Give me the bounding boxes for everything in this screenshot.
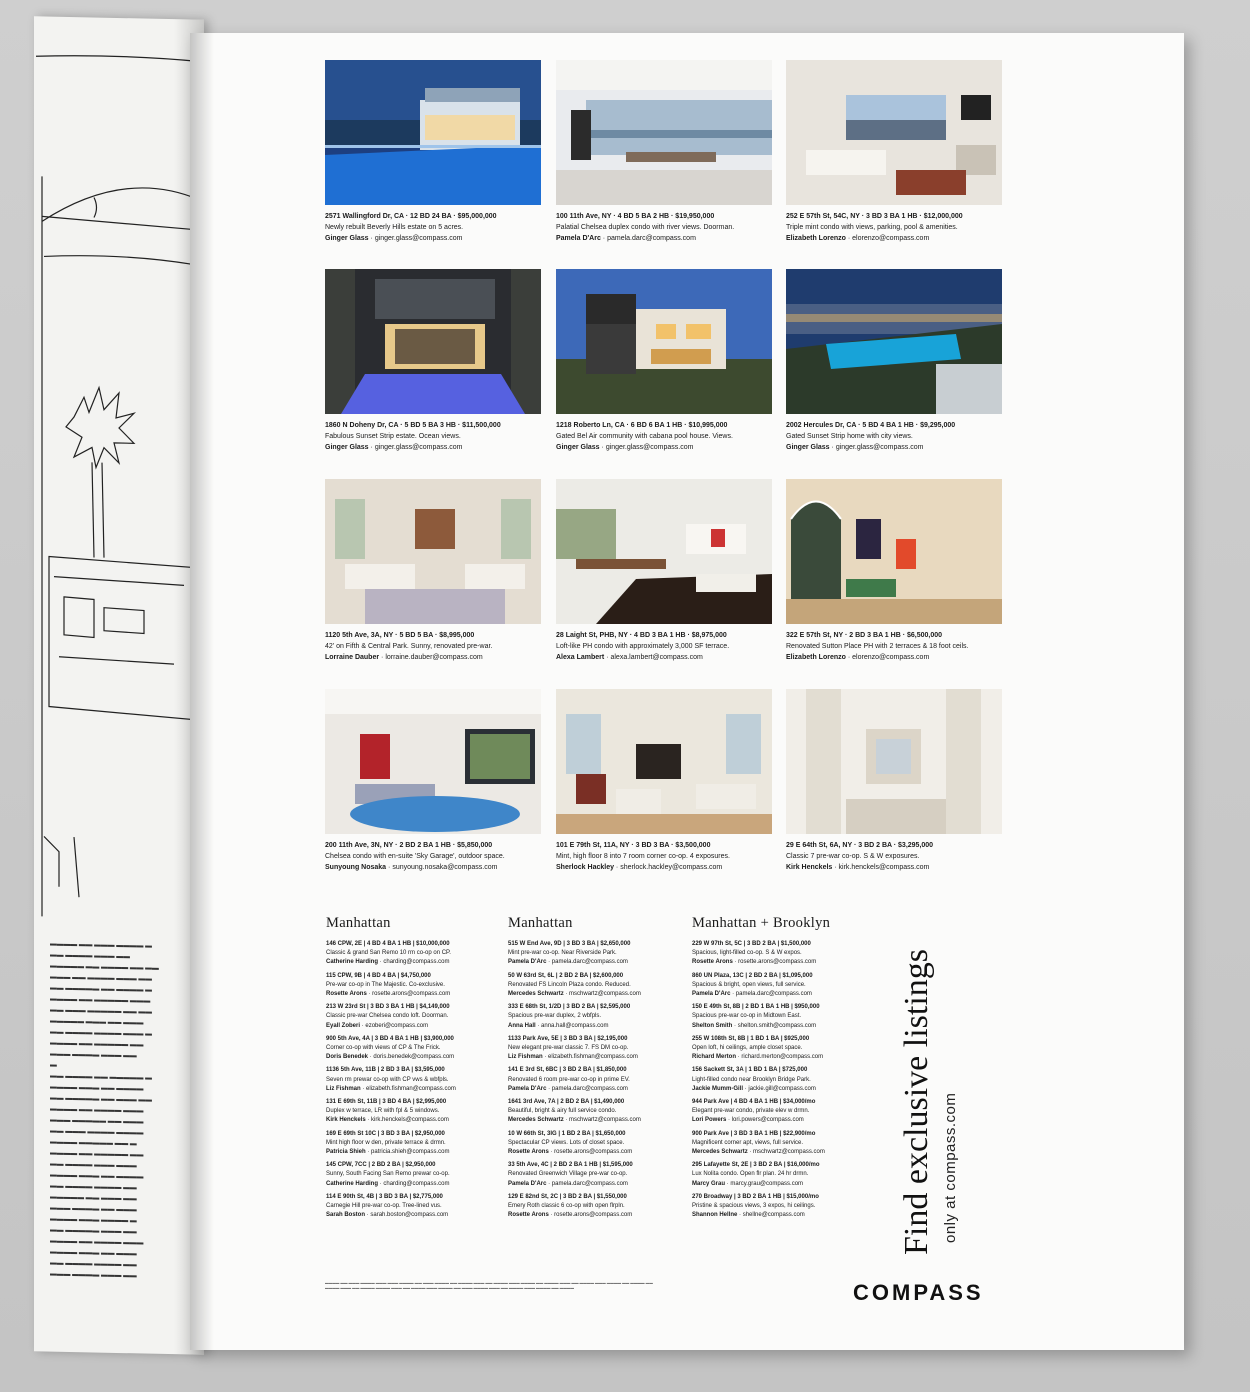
entry-email[interactable]: shelton.smith@compass.com [737, 1022, 817, 1029]
entry-agent: Pamela D'Arc [692, 991, 731, 998]
listing-agent: Kirk Henckels [786, 864, 833, 872]
entry-head: 50 W 63rd St, 6L | 2 BD 2 BA | $2,600,000 [508, 972, 624, 979]
listing-description: Fabulous Sunset Strip estate. Ocean views. [325, 433, 461, 441]
listing-email[interactable]: sunyoung.nosaka@compass.com [392, 864, 498, 872]
entry-agent: Mercedes Schwartz [508, 1117, 564, 1124]
hillside-city-lights-image [786, 269, 1002, 414]
listing-address-specs: 1218 Roberto Ln, CA · 6 BD 6 BA 1 HB · $10,995,000 [556, 422, 728, 429]
entry-email[interactable]: marcy.grau@compass.com [730, 1180, 804, 1187]
listing-agent: Elizabeth Lorenzo [786, 235, 846, 243]
compass-logo[interactable] [853, 1280, 984, 1306]
tagline-subtext[interactable]: only at compass.com [942, 1092, 959, 1243]
entry-agent: Jackie Mumm-Gill [692, 1085, 744, 1092]
text-listing[interactable]: 146 CPW, 2E | 4 BD 4 BA 1 HB | $10,000,000 Classic & grand San Remo 10 rm co-op on CP. Catherine Harding · charding@compass.com [326, 940, 496, 968]
entry-agent: Marcy Grau [692, 1180, 726, 1187]
listing-email[interactable]: elorenzo@compass.com [852, 654, 930, 662]
listing-description: Palatial Chelsea duplex condo with river views. Doorman. [556, 224, 735, 232]
entry-email[interactable]: richard.merton@compass.com [741, 1054, 824, 1061]
entry-email[interactable]: kirk.henckels@compass.com [371, 1117, 449, 1124]
listing-card[interactable]: 2002 Hercules Dr, CA · 5 BD 4 BA 1 HB · $9,295,000 Gated Sunset Strip home with city views. Ginger Glass · ginger.glass@compass.com [786, 269, 1002, 454]
text-listing[interactable]: 129 E 82nd St, 2C | 3 BD 2 BA | $1,550,000 Emery Roth classic 6 co-op with open flrpln. Rosette Arons · rosette.arons@compass.com [508, 1193, 678, 1221]
listing-description: Newly rebuilt Beverly Hills estate on 5 acres. [325, 224, 464, 232]
entry-email[interactable]: rosette.arons@compass.com [372, 991, 451, 998]
listing-address-specs: 100 11th Ave, NY · 4 BD 5 BA 2 HB · $19,950,000 [556, 213, 715, 220]
listing-card[interactable]: 1860 N Doheny Dr, CA · 5 BD 5 BA 3 HB · $11,500,000 Fabulous Sunset Strip estate. Ocean views. Ginger Glass · ginger.glass@compass.com [325, 269, 541, 454]
entry-desc: Classic pre-war Chelsea condo loft. Doorman. [326, 1013, 449, 1020]
text-listing[interactable]: 1641 3rd Ave, 7A | 2 BD 2 BA | $1,490,000 Beautiful, bright & airy full service condo. Mercedes Schwartz · mschwartz@compass.com [508, 1098, 678, 1126]
listing-agent: Alexa Lambert [556, 654, 605, 662]
entry-head: 333 E 68th St, 1/2D | 3 BD 2 BA | $2,595,000 [508, 1004, 631, 1011]
classic-living-room-image [325, 479, 541, 624]
tagline-vertical [898, 925, 958, 1255]
listing-photo[interactable] [325, 60, 541, 205]
text-listing[interactable]: 860 UN Plaza, 13C | 2 BD 2 BA | $1,095,000 Spacious & bright, open views, full service. Pamela D'Arc · pamela.darc@compass.com [692, 972, 862, 1000]
text-listing[interactable]: 156 Sackett St, 3A | 1 BD 1 BA | $725,000 Light-filled condo near Brooklyn Bridge Park. Jackie Mumm-Gill · jackie.gill@compass.com [692, 1066, 862, 1094]
columned-hallway-image [786, 689, 1002, 834]
entry-desc: Renovated Greenwich Village pre-war co-op. [508, 1171, 628, 1178]
entry-desc: Magnificent corner apt, views, full service. [692, 1139, 804, 1146]
entry-email[interactable]: rosette.arons@compass.com [738, 959, 817, 966]
entry-desc: Spacious & bright, open views, full service. [692, 981, 806, 988]
entry-agent: Doris Benedek [326, 1054, 369, 1061]
entry-email[interactable]: pamela.darc@compass.com [551, 959, 628, 966]
listing-address-specs: 322 E 57th St, NY · 2 BD 3 BA 1 HB · $6,500,000 [786, 632, 943, 639]
listing-agent: Pamela D'Arc [556, 235, 601, 243]
listing-address-specs: 2002 Hercules Dr, CA · 5 BD 4 BA 1 HB · $9,295,000 [786, 422, 956, 429]
entry-agent: Mercedes Schwartz [508, 991, 564, 998]
text-listing[interactable]: 1136 5th Ave, 11B | 2 BD 3 BA | $3,595,000 Seven rm prewar co-op with CP vws & wbfpls. Liz Fishman · elizabeth.fishman@compass.com [326, 1066, 496, 1094]
entry-agent: Pamela D'Arc [508, 1085, 547, 1092]
dining-room-river-view-image [556, 60, 772, 205]
entry-head: 213 W 23rd St | 3 BD 3 BA 1 HB | $4,149,000 [326, 1004, 450, 1011]
listing-card[interactable]: 29 E 64th St, 6A, NY · 3 BD 2 BA · $3,295,000 Classic 7 pre-war co-op. S & W exposures. Kirk Henckels · kirk.henckels@compass.com [786, 689, 1002, 874]
entry-agent: Anna Hall [508, 1022, 536, 1029]
listing-email[interactable]: alexa.lambert@compass.com [610, 654, 703, 662]
listing-agent: Ginger Glass [325, 444, 369, 452]
listing-address-specs: 29 E 64th St, 6A, NY · 3 BD 2 BA · $3,295,000 [786, 842, 934, 849]
entry-agent: Mercedes Schwartz [692, 1149, 748, 1156]
text-listing[interactable]: 169 E 69th St 10C | 3 BD 3 BA | $2,950,000 Mint high floor w den, private terrace & drmn. Patricia Shieh · patricia.shieh@compass.com [326, 1130, 496, 1158]
entry-email[interactable]: pamela.darc@compass.com [735, 991, 812, 998]
entry-email[interactable]: rosette.arons@compass.com [554, 1212, 633, 1219]
listing-agent: Ginger Glass [556, 444, 600, 452]
entry-head: 229 W 97th St, 5C | 3 BD 2 BA | $1,500,000 [692, 941, 811, 947]
entry-email[interactable]: sarah.boston@compass.com [370, 1212, 449, 1219]
text-listing[interactable]: 33 5th Ave, 4C | 2 BD 2 BA 1 HB | $1,595,000 Renovated Greenwich Village pre-war co-op. Pamela D'Arc · pamela.darc@compass.com [508, 1161, 678, 1189]
listing-email[interactable]: ginger.glass@compass.com [835, 444, 924, 452]
listing-photo[interactable] [786, 689, 1002, 834]
entry-email[interactable]: charding@compass.com [383, 959, 450, 966]
entry-desc: Emery Roth classic 6 co-op with open flrpln. [508, 1203, 625, 1210]
entry-head: 131 E 69th St, 11B | 3 BD 4 BA | $2,995,000 [326, 1099, 447, 1106]
entry-desc: Renovated 6 room pre-war co-op in prime EV. [508, 1076, 630, 1083]
entry-desc: Elegant pre-war condo, private elev w drmn. [692, 1108, 810, 1115]
listing-card[interactable]: 100 11th Ave, NY · 4 BD 5 BA 2 HB · $19,950,000 Palatial Chelsea duplex condo with river views. Doorman. Pamela D'Arc · pamela.darc@compass.com [556, 60, 772, 245]
listing-email[interactable]: ginger.glass@compass.com [605, 444, 694, 452]
entry-head: 146 CPW, 2E | 4 BD 4 BA 1 HB | $10,000,000 [326, 941, 450, 947]
entry-head: 115 CPW, 9B | 4 BD 4 BA | $4,750,000 [326, 972, 431, 979]
text-listing[interactable]: 50 W 63rd St, 6L | 2 BD 2 BA | $2,600,000 Renovated FS Lincoln Plaza condo. Reduced. Mercedes Schwartz · mschwartz@compass.com [508, 972, 678, 1000]
listing-address-specs: 1860 N Doheny Dr, CA · 5 BD 5 BA 3 HB · $11,500,000 [325, 422, 501, 429]
entry-agent: Pamela D'Arc [508, 1180, 547, 1187]
listing-card[interactable]: 28 Laight St, PHB, NY · 4 BD 3 BA 1 HB · $8,975,000 Loft-like PH condo with approximately 3,000 SF terrace. Alexa Lambert · alexa.lambert@compass.com [556, 479, 772, 664]
entry-desc: Mint pre-war co-op. Near Riverside Park. [508, 950, 617, 957]
listing-description: Gated Sunset Strip home with city views. [786, 433, 913, 441]
entry-head: 114 E 90th St, 4B | 3 BD 3 BA | $2,775,000 [326, 1193, 443, 1200]
listing-email[interactable]: ginger.glass@compass.com [374, 235, 463, 243]
left-magazine-page [34, 16, 204, 1355]
entry-agent: Kirk Henckels [326, 1117, 366, 1124]
entry-desc: Seven rm prewar co-op with CP vws & wbfpls. [326, 1076, 449, 1083]
listing-description: Triple mint condo with views, parking, pool & amenities. [786, 224, 958, 232]
entry-email[interactable]: rosette.arons@compass.com [554, 1149, 633, 1156]
listing-address-specs: 1120 5th Ave, 3A, NY · 5 BD 5 BA · $8,995,000 [325, 632, 475, 639]
entry-head: 129 E 82nd St, 2C | 3 BD 2 BA | $1,550,000 [508, 1193, 627, 1200]
text-listing[interactable]: 333 E 68th St, 1/2D | 3 BD 2 BA | $2,595,000 Spacious pre-war duplex, 2 wbfpls. Anna Hall · anna.hall@compass.com [508, 1003, 678, 1031]
listing-description: 42' on Fifth & Central Park. Sunny, renovated pre-war. [325, 643, 493, 651]
text-listing[interactable]: 255 W 108th St, 8B | 1 BD 1 BA | $925,000 Open loft, hi ceilings, ample closet space. Richard Merton · richard.merton@compass.com [692, 1035, 862, 1063]
entry-desc: Classic & grand San Remo 10 rm co-op on CP. [326, 950, 451, 957]
entry-email[interactable]: elizabeth.fishman@compass.com [366, 1085, 456, 1092]
modern-home-courtyard-pool-image [325, 269, 541, 414]
entry-desc: Light-filled condo near Brooklyn Bridge Park. [692, 1076, 811, 1083]
entry-email[interactable]: charding@compass.com [383, 1180, 450, 1187]
entry-desc: New elegant pre-war classic 7. FS DM co-op. [508, 1045, 629, 1052]
listing-description: Renovated Sutton Place PH with 2 terraces & 18 foot ceils. [786, 643, 969, 651]
entry-head: 515 W End Ave, 9D | 3 BD 3 BA | $2,650,000 [508, 941, 631, 947]
listing-email[interactable]: pamela.darc@compass.com [607, 235, 696, 243]
listing-photo[interactable] [786, 269, 1002, 414]
arched-window-penthouse-image [786, 479, 1002, 624]
listing-photo[interactable] [325, 689, 541, 834]
listings-column-3 [692, 915, 862, 1224]
listing-agent: Lorraine Dauber [325, 654, 380, 662]
text-listing[interactable]: 131 E 69th St, 11B | 3 BD 4 BA | $2,995,000 Duplex w terrace, LR with fpl & 5 windows. Kirk Henckels · kirk.henckels@compass.com [326, 1098, 496, 1126]
entry-agent: Rosette Arons [508, 1149, 549, 1156]
listing-photo[interactable] [556, 479, 772, 624]
listing-address-specs: 252 E 57th St, 54C, NY · 3 BD 3 BA 1 HB · $12,000,000 [786, 213, 963, 220]
listing-address-specs: 200 11th Ave, 3N, NY · 2 BD 2 BA 1 HB · $5,850,000 [325, 842, 493, 849]
entry-desc: Spacious pre-war duplex, 2 wbfpls. [508, 1013, 602, 1020]
entry-agent: Catherine Harding [326, 959, 379, 966]
loft-living-dining-image [556, 479, 772, 624]
listing-card[interactable]: 252 E 57th St, 54C, NY · 3 BD 3 BA 1 HB · $12,000,000 Triple mint condo with views, parking, pool & amenities. Elizabeth Lorenzo · elorenzo@compass.com [786, 60, 1002, 245]
text-listing[interactable]: 145 CPW, 7CC | 2 BD 2 BA | $2,950,000 Sunny, South Facing San Remo prewar co-op. Catherine Harding · charding@compass.com [326, 1161, 496, 1189]
entry-email[interactable]: mschwartz@compass.com [753, 1149, 825, 1156]
text-listing[interactable]: 944 Park Ave | 4 BD 4 BA 1 HB | $34,000/mo Elegant pre-war condo, private elev w drmn. Lori Powers · lori.powers@compass.com [692, 1098, 862, 1126]
text-listing[interactable]: 229 W 97th St, 5C | 3 BD 2 BA | $1,500,000 Spacious, light-filled co-op. S & W expos. Rosette Arons · rosette.arons@compass.com [692, 940, 862, 968]
entry-desc: Mint high floor w den, private terrace & drmn. [326, 1139, 446, 1146]
entry-head: 860 UN Plaza, 13C | 2 BD 2 BA | $1,095,000 [692, 972, 813, 979]
listing-agent: Sunyoung Nosaka [325, 864, 387, 872]
entry-email[interactable]: shellne@compass.com [742, 1212, 805, 1219]
left-page-text: ▬▬▬▬ ▬▬ ▬▬▬ ▬▬▬▬ ▬ ▬▬ ▬▬▬▬ ▬▬▬ ▬▬ ▬▬▬▬▬ ▬▬ ▬▬▬▬ ▬▬ ▬▬ ▬▬▬ ▬▬ ▬▬▬▬ ▬▬▬ ▬▬ ▬▬ ▬▬▬▬▬ ▬▬ ▬▬▬▬ ▬ ▬▬▬▬ ▬▬ ▬▬▬▬▬ ▬▬▬ ▬▬ ▬▬▬ ▬▬▬▬▬ ▬▬ ▬▬ ▬▬▬▬▬ ▬▬▬ ▬▬ ▬▬▬ ▬▬ ▬▬▬▬ ▬▬▬▬ ▬▬▬ ▬ ▬▬▬▬ ▬▬ ▬▬▬▬▬ ▬▬ ▬▬▬ ▬▬▬▬ ▬▬▬ ▬▬ ▬ ▬▬ ▬▬▬▬ ▬▬ ▬▬▬▬▬ ▬ ▬▬▬▬ ▬▬▬ ▬▬ ▬▬▬▬ ▬▬ ▬▬▬▬▬ ▬▬ ▬▬▬ ▬▬ ▬▬▬▬ ▬▬ ▬▬▬▬ ▬▬▬ ▬▬▬ ▬▬▬▬▬ ▬▬ ▬▬▬ ▬▬ ▬▬▬ ▬▬▬▬ ▬▬▬▬ ▬▬▬▬ ▬▬▬▬▬ ▬▬ ▬ ▬▬▬▬ ▬▬ ▬▬▬▬▬ ▬▬ ▬▬ ▬▬▬▬ ▬▬▬ ▬▬▬ ▬▬▬▬ ▬▬▬ ▬▬ ▬▬▬▬ ▬▬ ▬▬▬▬ ▬▬▬▬ ▬▬ ▬▬▬▬▬ ▬▬ ▬▬▬ ▬▬ ▬▬▬ ▬▬▬▬ ▬▬ ▬▬▬ ▬▬▬▬ ▬▬▬ ▬▬▬▬ ▬ ▬▬ ▬▬▬▬▬ ▬▬▬ ▬▬ ▬▬▬▬ ▬▬ ▬▬▬▬ ▬▬▬ ▬▬▬▬ ▬▬▬ ▬▬ ▬▬▬ ▬▬ ▬▬▬▬ ▬▬▬▬ ▬▬ ▬▬▬ ▬▬▬▬ ▬▬▬ ▬▬ [50, 940, 159, 1280]
text-listing[interactable]: 295 Lafayette St, 2E | 3 BD 2 BA | $16,000/mo Lux Nolita condo. Open flr plan. 24 hr drmn. Marcy Grau · marcy.grau@compass.com [692, 1161, 862, 1189]
entry-agent: Shannon Hellne [692, 1212, 738, 1219]
entry-agent: Lori Powers [692, 1117, 727, 1124]
entry-desc: Lux Nolita condo. Open flr plan. 24 hr drmn. [692, 1171, 809, 1178]
entry-agent: Richard Merton [692, 1054, 737, 1061]
column-title: Manhattan [326, 915, 391, 931]
entry-agent: Patricia Shieh [326, 1149, 366, 1156]
entry-desc: Beautiful, bright & airy full service condo. [508, 1108, 617, 1115]
listings-column-1 [326, 915, 496, 1224]
prewar-living-room-image [556, 689, 772, 834]
entry-head: 33 5th Ave, 4C | 2 BD 2 BA 1 HB | $1,595,000 [508, 1162, 633, 1169]
listing-email[interactable]: lorraine.dauber@compass.com [385, 654, 483, 662]
entry-email[interactable]: pamela.darc@compass.com [551, 1180, 628, 1187]
entry-desc: Spectacular CP views. Lots of closet space. [508, 1139, 625, 1146]
entry-head: 1136 5th Ave, 11B | 2 BD 3 BA | $3,595,000 [326, 1067, 445, 1074]
entry-agent: Catherine Harding [326, 1180, 379, 1187]
entry-email[interactable]: anna.hall@compass.com [541, 1022, 609, 1029]
entry-agent: Pamela D'Arc [508, 959, 547, 966]
entry-head: 141 E 3rd St, 6BC | 3 BD 2 BA | $1,850,000 [508, 1067, 627, 1074]
entry-agent: Shelton Smith [692, 1022, 733, 1029]
entry-desc: Corner co-op with views of CP & The Frick. [326, 1045, 441, 1052]
entry-agent: Rosette Arons [326, 991, 367, 998]
listing-description: Loft-like PH condo with approximately 3,000 SF terrace. [556, 643, 730, 651]
listing-card[interactable]: 1218 Roberto Ln, CA · 6 BD 6 BA 1 HB · $10,995,000 Gated Bel Air community with cabana pool house. Views. Ginger Glass · ginger.glass@compass.com [556, 269, 772, 454]
fine-print: ▬▬▬▬ ▬▬ ▬▬▬ ▬▬▬▬ ▬▬▬ ▬▬▬ ▬▬▬▬ ▬▬ ▬▬▬ ▬▬▬▬ ▬▬ ▬▬▬▬ ▬▬▬ ▬▬ ▬▬▬▬ ▬▬▬ ▬▬▬▬ ▬▬ ▬▬▬▬ ▬▬▬ ▬▬ ▬▬▬▬ ▬▬▬ ▬▬▬▬ ▬▬ ▬▬▬▬ ▬▬ ▬▬▬▬ ▬▬▬ ▬▬ ▬▬▬▬ ▬▬▬▬ ▬▬▬ ▬▬ ▬▬▬▬ ▬▬▬ ▬▬▬▬ ▬▬ ▬▬▬ ▬▬▬▬ ▬▬▬ ▬▬ ▬▬▬▬ ▬▬▬ ▬▬▬▬ ▬▬ ▬▬▬▬ [325, 1281, 653, 1290]
brand-wordmark: COMPASS [853, 1280, 984, 1305]
pool-villa-night-image [325, 60, 541, 205]
living-room-city-view-image [786, 60, 1002, 205]
column-title: Manhattan + Brooklyn [692, 915, 831, 931]
listing-photo[interactable] [786, 479, 1002, 624]
entry-desc: Renovated FS Lincoln Plaza condo. Reduced. [508, 981, 631, 988]
listing-description: Gated Bel Air community with cabana pool house. Views. [556, 433, 733, 441]
listing-photo[interactable] [325, 269, 541, 414]
entry-head: 169 E 69th St 10C | 3 BD 3 BA | $2,950,000 [326, 1130, 445, 1137]
entry-head: 255 W 108th St, 8B | 1 BD 1 BA | $925,000 [692, 1035, 810, 1042]
entry-desc: Carnegie Hill pre-war co-op. Tree-lined vus. [326, 1203, 442, 1210]
listing-card[interactable]: 200 11th Ave, 3N, NY · 2 BD 2 BA 1 HB · $5,850,000 Chelsea condo with en-suite 'Sky Garage', outdoor space. Sunyoung Nosaka · sunyoung.nosaka@compass.com [325, 689, 541, 874]
entry-desc: Duplex w terrace, LR with fpl & 5 windows. [326, 1108, 440, 1115]
listing-agent: Ginger Glass [325, 235, 369, 243]
entry-agent: Rosette Arons [692, 959, 733, 966]
text-listing[interactable]: 900 5th Ave, 4A | 3 BD 4 BA 1 HB | $3,900,000 Corner co-op with views of CP & The Frick. Doris Benedek · doris.benedek@compass.com [326, 1035, 496, 1063]
entry-desc: Pre-war co-op in The Majestic. Co-exclusive. [326, 981, 445, 988]
entry-agent: Eyall Zoberi [326, 1022, 361, 1029]
entry-head: 150 E 49th St, 8B | 2 BD 1 BA 1 HB | $950,000 [692, 1004, 820, 1011]
listing-description: Classic 7 pre-war co-op. S & W exposures. [786, 853, 920, 861]
entry-agent: Sarah Boston [326, 1212, 366, 1219]
listing-email[interactable]: ginger.glass@compass.com [374, 444, 463, 452]
listing-photo[interactable] [325, 479, 541, 624]
entry-email[interactable]: elizabeth.fishman@compass.com [548, 1054, 638, 1061]
entry-head: 145 CPW, 7CC | 2 BD 2 BA | $2,950,000 [326, 1162, 436, 1169]
listing-address-specs: 2571 Wallingford Dr, CA · 12 BD 24 BA · $95,000,000 [325, 213, 497, 220]
entry-head: 1641 3rd Ave, 7A | 2 BD 2 BA | $1,490,000 [508, 1099, 625, 1106]
listing-card[interactable]: 1120 5th Ave, 3A, NY · 5 BD 5 BA · $8,995,000 42' on Fifth & Central Park. Sunny, renovated pre-war. Lorraine Dauber · lorraine.dauber@compass.com [325, 479, 541, 664]
entry-email[interactable]: mschwartz@compass.com [569, 991, 641, 998]
listing-photo[interactable] [556, 689, 772, 834]
listing-description: Mint, high floor 8 into 7 room corner co-op. 4 exposures. [556, 853, 730, 861]
entry-desc: Sunny, South Facing San Remo prewar co-op. [326, 1171, 450, 1178]
column-title: Manhattan [508, 915, 573, 931]
text-listing[interactable]: 270 Broadway | 3 BD 2 BA 1 HB | $15,000/mo Pristine & spacious views, 3 expos, hi ceilings. Shannon Hellne · shellne@compass.com [692, 1193, 862, 1221]
entry-email[interactable]: doris.benedek@compass.com [373, 1054, 455, 1061]
entry-desc: Spacious pre-war co-op in Midtown East. [692, 1013, 802, 1020]
entry-email[interactable]: mschwartz@compass.com [569, 1117, 641, 1124]
text-listing[interactable]: 1133 Park Ave, 5E | 3 BD 3 BA | $2,195,000 New elegant pre-war classic 7. FS DM co-op. Liz Fishman · elizabeth.fishman@compass.com [508, 1035, 678, 1063]
modern-house-dusk-image [556, 269, 772, 414]
text-listing[interactable]: 141 E 3rd St, 6BC | 3 BD 2 BA | $1,850,000 Renovated 6 room pre-war co-op in prime EV. Pamela D'Arc · pamela.darc@compass.com [508, 1066, 678, 1094]
entry-head: 900 5th Ave, 4A | 3 BD 4 BA 1 HB | $3,900,000 [326, 1035, 454, 1042]
entry-head: 900 Park Ave | 3 BD 3 BA 1 HB | $22,900/mo [692, 1130, 816, 1137]
page-gutter-shadow [190, 33, 214, 1350]
listing-agent: Elizabeth Lorenzo [786, 654, 846, 662]
listing-photo[interactable] [556, 269, 772, 414]
text-listing[interactable]: 150 E 49th St, 8B | 2 BD 1 BA 1 HB | $950,000 Spacious pre-war co-op in Midtown East. Shelton Smith · shelton.smith@compass.com [692, 1003, 862, 1031]
listing-description: Chelsea condo with en-suite 'Sky Garage', outdoor space. [325, 853, 505, 861]
entry-email[interactable]: patricia.shieh@compass.com [371, 1149, 450, 1156]
listing-email[interactable]: sherlock.hackley@compass.com [620, 864, 723, 872]
listing-photo[interactable] [556, 60, 772, 205]
entry-agent: Liz Fishman [326, 1085, 361, 1092]
text-listing[interactable]: 115 CPW, 9B | 4 BD 4 BA | $4,750,000 Pre-war co-op in The Majestic. Co-exclusive. Rosette Arons · rosette.arons@compass.com [326, 972, 496, 1000]
listings-column-2 [508, 915, 678, 1224]
listing-address-specs: 28 Laight St, PHB, NY · 4 BD 3 BA 1 HB · $8,975,000 [556, 632, 727, 639]
entry-desc: Spacious, light-filled co-op. S & W expos. [692, 950, 802, 957]
listing-agent: Ginger Glass [786, 444, 830, 452]
entry-agent: Rosette Arons [508, 1212, 549, 1219]
listing-card[interactable]: 101 E 79th St, 11A, NY · 3 BD 3 BA · $3,500,000 Mint, high floor 8 into 7 room corner co-op. 4 exposures. Sherlock Hackley · sherlock.hackley@compass.com [556, 689, 772, 874]
listing-agent: Sherlock Hackley [556, 864, 614, 872]
listing-address-specs: 101 E 79th St, 11A, NY · 3 BD 3 BA · $3,500,000 [556, 842, 711, 849]
entry-head: 156 Sackett St, 3A | 1 BD 1 BA | $725,000 [692, 1067, 808, 1074]
entry-head: 295 Lafayette St, 2E | 3 BD 2 BA | $16,000/mo [692, 1162, 820, 1169]
entry-head: 10 W 66th St, 3IG | 1 BD 2 BA | $1,650,000 [508, 1130, 626, 1137]
text-listing[interactable]: 515 W End Ave, 9D | 3 BD 3 BA | $2,650,000 Mint pre-war co-op. Near Riverside Park. Pamela D'Arc · pamela.darc@compass.com [508, 940, 678, 968]
entry-desc: Open loft, hi ceilings, ample closet space. [692, 1045, 803, 1052]
listing-card[interactable]: 322 E 57th St, NY · 2 BD 3 BA 1 HB · $6,500,000 Renovated Sutton Place PH with 2 terraces & 18 foot ceils. Elizabeth Lorenzo · elorenzo@compass.com [786, 479, 1002, 664]
entry-email[interactable]: lori.powers@compass.com [731, 1117, 804, 1124]
entry-email[interactable]: ezoberi@compass.com [365, 1022, 429, 1029]
entry-email[interactable]: jackie.gill@compass.com [748, 1085, 816, 1092]
entry-head: 944 Park Ave | 4 BD 4 BA 1 HB | $34,000/mo [692, 1099, 816, 1106]
text-listing[interactable]: 213 W 23rd St | 3 BD 3 BA 1 HB | $4,149,000 Classic pre-war Chelsea condo loft. Doorman. Eyall Zoberi · ezoberi@compass.com [326, 1003, 496, 1031]
text-listing[interactable]: 10 W 66th St, 3IG | 1 BD 2 BA | $1,650,000 Spectacular CP views. Lots of closet space. Rosette Arons · rosette.arons@compass.com [508, 1130, 678, 1158]
entry-email[interactable]: pamela.darc@compass.com [551, 1085, 628, 1092]
listing-email[interactable]: elorenzo@compass.com [852, 235, 930, 243]
text-listing[interactable]: 900 Park Ave | 3 BD 3 BA 1 HB | $22,900/mo Magnificent corner apt, views, full service. Mercedes Schwartz · mschwartz@compass.com [692, 1130, 862, 1158]
listing-photo[interactable] [786, 60, 1002, 205]
text-listing[interactable]: 114 E 90th St, 4B | 3 BD 3 BA | $2,775,000 Carnegie Hill pre-war co-op. Tree-lined vus. Sarah Boston · sarah.boston@compass.com [326, 1193, 496, 1221]
entry-desc: Pristine & spacious views, 3 expos, hi ceilings. [692, 1203, 816, 1210]
listing-email[interactable]: kirk.henckels@compass.com [838, 864, 930, 872]
tagline-heading: Find exclusive listings [898, 949, 935, 1255]
entry-head: 270 Broadway | 3 BD 2 BA 1 HB | $15,000/mo [692, 1193, 819, 1200]
entry-head: 1133 Park Ave, 5E | 3 BD 3 BA | $2,195,000 [508, 1035, 628, 1042]
listing-card[interactable]: 2571 Wallingford Dr, CA · 12 BD 24 BA · $95,000,000 Newly rebuilt Beverly Hills estate on 5 acres. Ginger Glass · ginger.glass@compass.com [325, 60, 541, 245]
entry-agent: Liz Fishman [508, 1054, 543, 1061]
loft-living-room-blue-rug-image [325, 689, 541, 834]
